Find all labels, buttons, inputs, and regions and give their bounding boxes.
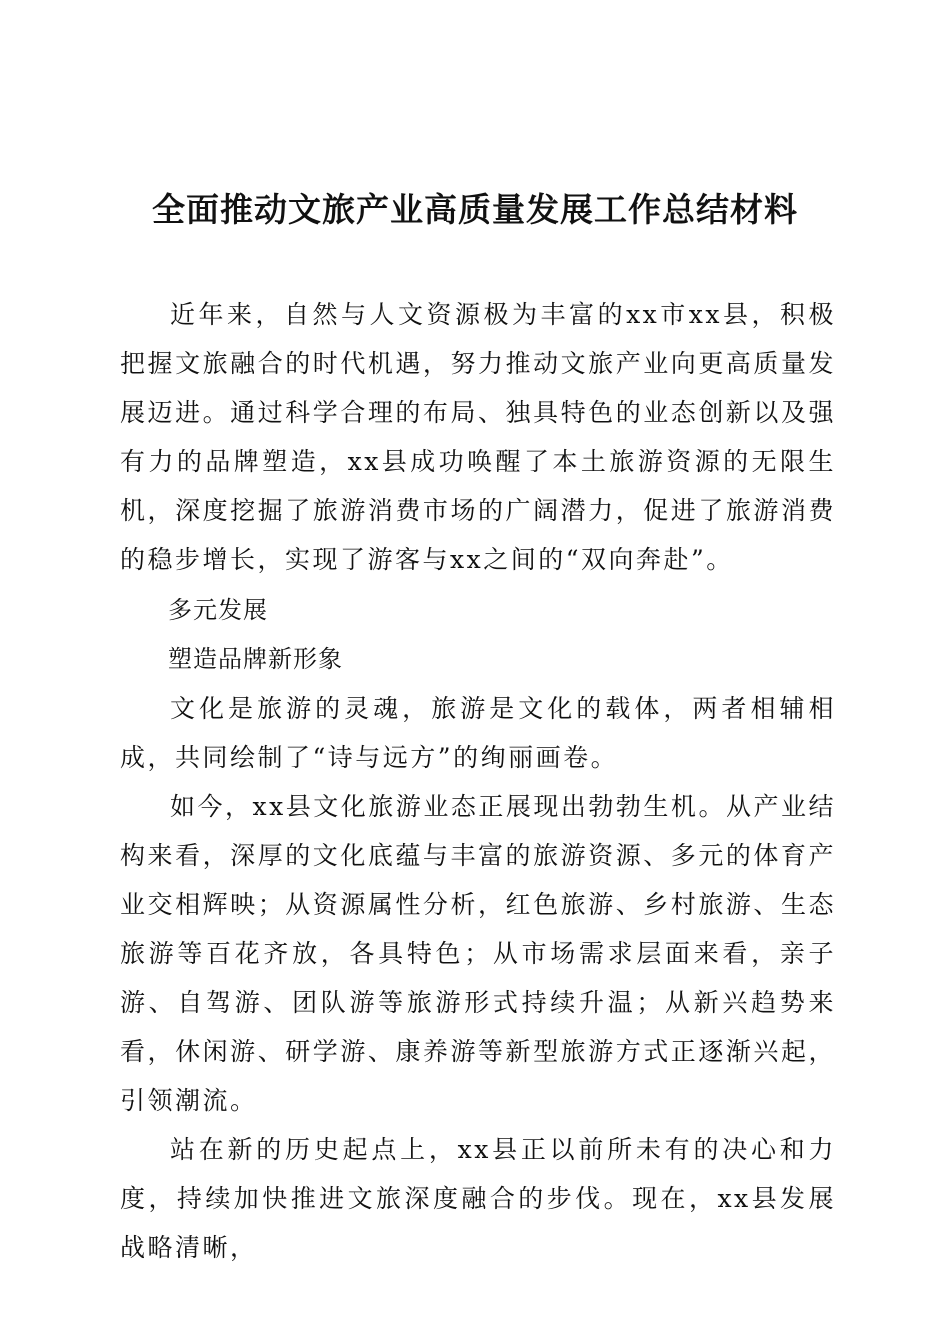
paragraph-intro: 近年来，自然与人文资源极为丰富的xx市xx县，积极把握文旅融合的时代机遇，努力推动文旅产业向更高质量发展迈进。通过科学合理的布局、独具特色的业态创新以及强有力的品牌塑造，xx县成功唤醒了本土旅游资源的无限生机，深度挖掘了旅游消费市场的广阔潜力，促进了旅游消费的稳步增长，实现了游客与xx之间的“双向奔赴”。 <box>120 300 836 574</box>
document-title: 全面推动文旅产业高质量发展工作总结材料 <box>152 190 798 229</box>
section-heading: 多元发展 <box>168 596 268 624</box>
section-subheading: 塑造品牌新形象 <box>168 645 343 673</box>
paragraph-industry: 如今，xx县文化旅游业态正展现出勃勃生机。从产业结构来看，深厚的文化底蕴与丰富的旅游资源、多元的体育产业交相辉映；从资源属性分析，红色旅游、乡村旅游、生态旅游等百花齐放，各具特色；从市场需求层面来看，亲子游、自驾游、团队游等旅游形式持续升温；从新兴趋势来看，休闲游、研学游、康养游等新型旅游方式正逐渐兴起，引领潮流。 <box>120 792 836 1115</box>
document-body <box>120 290 836 1272</box>
paragraph-strategy: 站在新的历史起点上，xx县正以前所未有的决心和力度，持续加快推进文旅深度融合的步伐。现在，xx县发展战略清晰， <box>120 1135 836 1262</box>
paragraph-culture: 文化是旅游的灵魂，旅游是文化的载体，两者相辅相成，共同绘制了“诗与远方”的绚丽画卷。 <box>120 694 836 772</box>
